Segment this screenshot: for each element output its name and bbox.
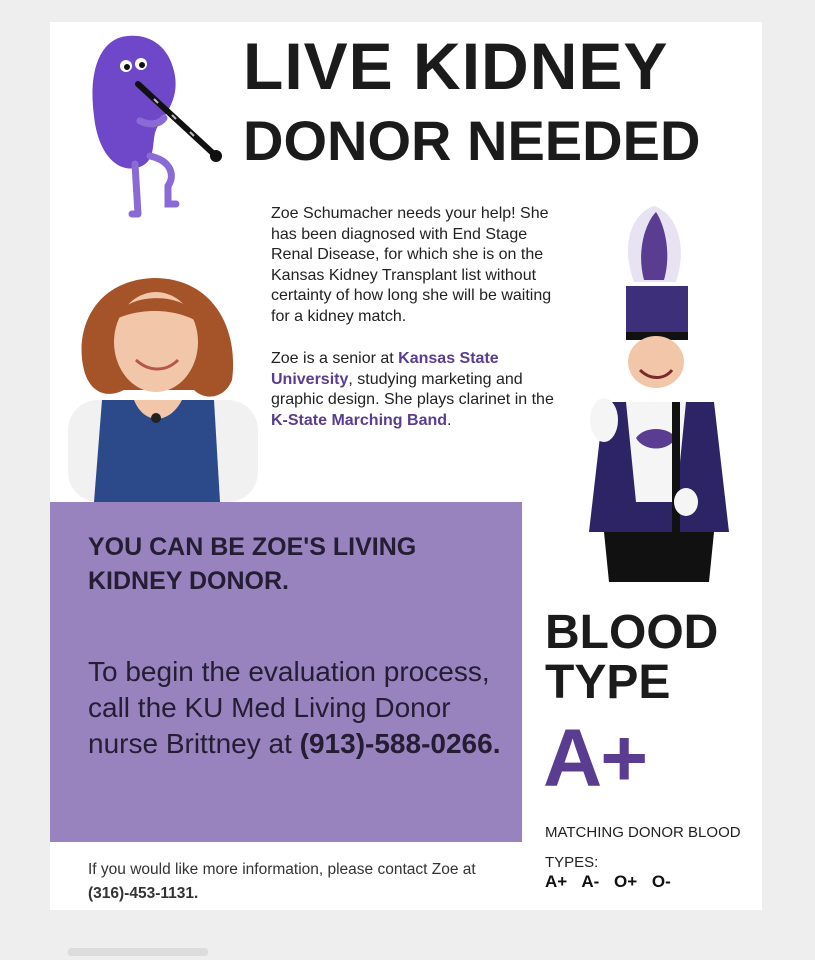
callout-heading: YOU CAN BE ZOE'S LIVING KIDNEY DONOR. (88, 533, 417, 595)
blood-type-value: A+ (543, 713, 647, 804)
university-name: Kansas State University (271, 350, 499, 388)
blood-type-label (545, 608, 718, 708)
callout-body-text: To begin the evaluation process, call the KU Med Living Donor nurse Brittney at (88, 656, 490, 759)
kidney-mascot-illustration (80, 26, 230, 226)
matching-blood-types (545, 872, 671, 892)
blood-type-item: A+ (545, 872, 568, 891)
band-name: K-State Marching Band (271, 411, 448, 429)
callout-body-end: . (492, 728, 501, 759)
blood-type-item: O- (651, 872, 671, 891)
zoe-portrait-photo (64, 250, 264, 502)
intro-p2-text-2: , studying marketing and graphic design. She plays clarinet in the (271, 370, 554, 408)
footer-end: . (194, 885, 199, 902)
zoe-phone-number: (316)-453-1131 (88, 885, 194, 902)
blood-type-item: A- (581, 872, 600, 891)
title-line-2: DONOR NEEDED (243, 109, 701, 172)
intro-paragraph-1: Zoe Schumacher needs your help! She has been diagnosed with End Stage Renal Disease, for which she is on the Kansas Kidney Transplant list without certainty of how long she will be waiting for a kidney match. (271, 205, 552, 325)
flyer (50, 22, 762, 910)
donor-callout-box (50, 502, 522, 842)
blood-label-line-2: TYPE (545, 656, 671, 709)
blood-type-item: O+ (614, 872, 638, 891)
intro-paragraph-2 (271, 349, 571, 431)
intro-text (271, 204, 571, 453)
title-line-1: LIVE KIDNEY (243, 29, 669, 103)
watermark-mark (68, 944, 208, 958)
intro-p2-text: Zoe is a senior at (271, 350, 399, 367)
footer-text: If you would like more information, please contact Zoe at (88, 861, 476, 878)
contact-footer (88, 858, 508, 906)
matching-donor-label: MATCHING DONOR BLOOD TYPES: (545, 824, 741, 871)
intro-p2-end: . (447, 411, 452, 429)
zoe-marching-band-photo (564, 202, 754, 582)
callout-body (88, 654, 508, 762)
blood-label-line-1: BLOOD (545, 606, 719, 659)
nurse-phone-number: (913)-588-0266 (299, 728, 493, 759)
